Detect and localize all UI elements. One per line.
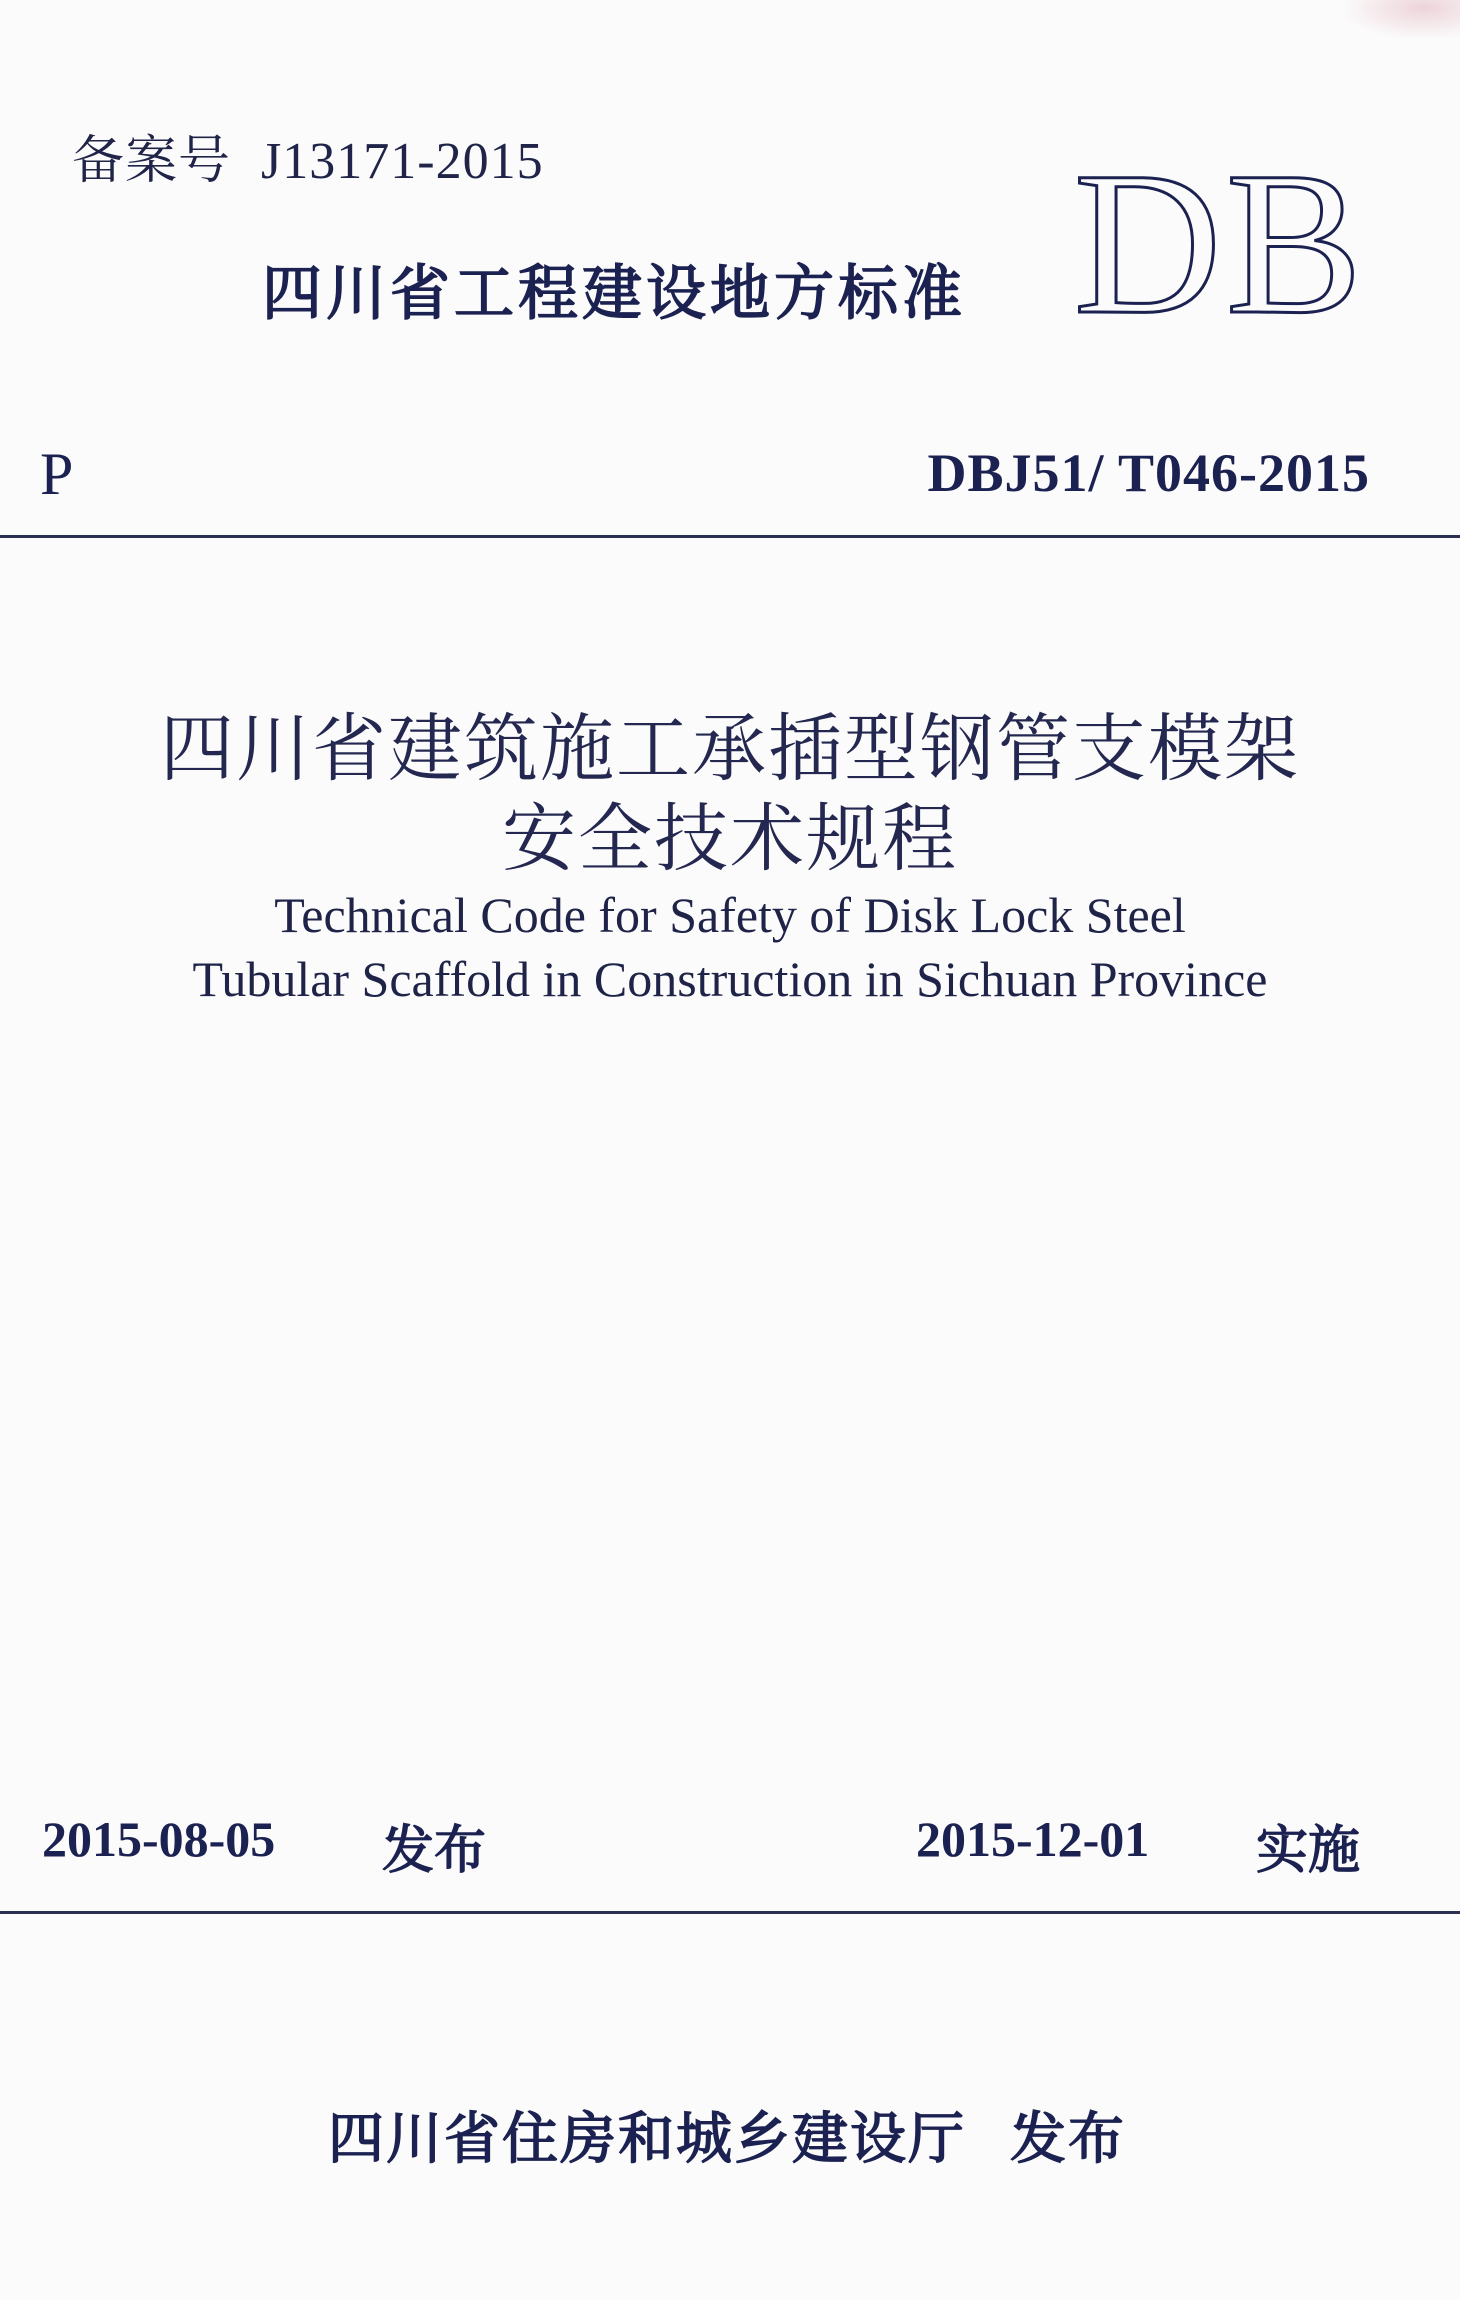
classification-code: P: [40, 441, 74, 507]
bottom-divider: [0, 1911, 1460, 1914]
title-cn-line2: 安全技术规程: [502, 796, 958, 882]
title-en-line2: Tubular Scaffold in Construction in Sichuan Province: [192, 951, 1268, 1007]
title-en-line1: Technical Code for Safety of Disk Lock Steel: [274, 887, 1186, 943]
db-logo: [1050, 160, 1390, 330]
issue-label: 发布: [382, 1821, 487, 1881]
implement-date: 2015-12-01: [916, 1811, 1150, 1867]
db-logo-text: DB: [1073, 160, 1367, 330]
standard-number: DBJ51/ T046-2015: [927, 443, 1370, 503]
filing-number: J13171-2015: [261, 133, 544, 190]
standard-category: 四川省工程建设地方标准: [262, 259, 966, 329]
title-cn-line1: 四川省建筑施工承插型钢管支模架: [160, 706, 1300, 792]
paper-smudge: [1340, 0, 1460, 40]
publisher-name: 四川省住房和城乡建设厅: [328, 2107, 966, 2172]
publisher-label: 发布: [1010, 2107, 1126, 2172]
implement-label: 实施: [1256, 1821, 1361, 1881]
filing-label: 备案号: [72, 131, 232, 191]
top-divider: [0, 535, 1460, 538]
filing-record: [72, 118, 544, 193]
issue-date: 2015-08-05: [42, 1811, 276, 1867]
